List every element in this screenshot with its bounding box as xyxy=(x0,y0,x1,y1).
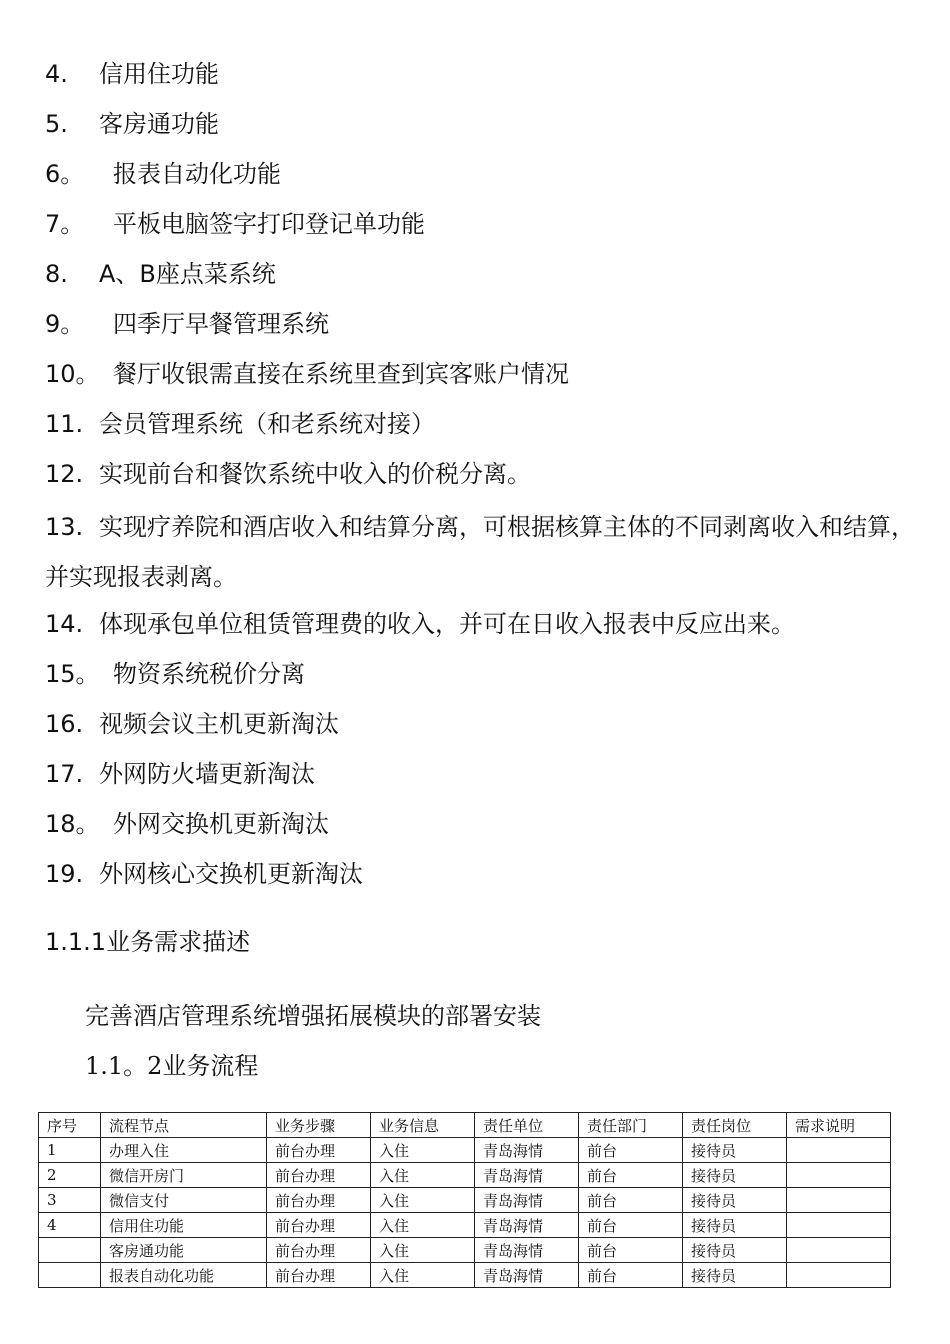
table-cell: 信用住功能 xyxy=(101,1213,267,1238)
header-cell: 责任岗位 xyxy=(683,1113,787,1138)
table-row xyxy=(39,1138,891,1163)
item-text: 信用住功能 xyxy=(99,60,219,88)
table-cell xyxy=(787,1188,891,1213)
table-cell: 客房通功能 xyxy=(101,1238,267,1263)
list-item xyxy=(45,52,915,102)
table-cell: 青岛海情 xyxy=(475,1163,579,1188)
item-number: 19. xyxy=(45,860,84,888)
table-cell: 前台 xyxy=(579,1263,683,1288)
list-item xyxy=(45,652,915,702)
item-number: 17. xyxy=(45,760,84,788)
process-table xyxy=(38,1112,891,1288)
item-number: 11. xyxy=(45,410,84,438)
table-cell: 青岛海情 xyxy=(475,1213,579,1238)
list-item xyxy=(45,252,915,302)
table-cell: 前台 xyxy=(579,1213,683,1238)
item-text: 外网交换机更新淘汰 xyxy=(113,810,329,838)
table-cell: 办理入住 xyxy=(101,1138,267,1163)
list-item xyxy=(45,352,915,402)
table-cell: 2 xyxy=(39,1163,101,1188)
list-item xyxy=(45,152,915,202)
item-text: A、B座点菜系统 xyxy=(99,260,276,288)
item-number: 13. xyxy=(45,513,84,541)
table-cell: 前台办理 xyxy=(267,1163,371,1188)
table-cell: 入住 xyxy=(371,1188,475,1213)
header-cell: 责任部门 xyxy=(579,1113,683,1138)
table-cell: 前台 xyxy=(579,1238,683,1263)
table-cell: 接待员 xyxy=(683,1238,787,1263)
table-cell: 接待员 xyxy=(683,1213,787,1238)
item-text: 物资系统税价分离 xyxy=(113,660,305,688)
table-cell: 青岛海情 xyxy=(475,1138,579,1163)
list-item xyxy=(45,102,915,152)
item-text: 实现前台和餐饮系统中收入的价税分离。 xyxy=(99,460,531,488)
list-item xyxy=(45,752,915,802)
header-cell: 需求说明 xyxy=(787,1113,891,1138)
list-item xyxy=(45,602,915,652)
table-cell: 接待员 xyxy=(683,1263,787,1288)
item-text: 四季厅早餐管理系统 xyxy=(113,310,329,338)
table-row xyxy=(39,1238,891,1263)
table-cell: 前台 xyxy=(579,1188,683,1213)
table-cell: 接待员 xyxy=(683,1163,787,1188)
list-item xyxy=(45,852,915,902)
item-number: 7。 xyxy=(45,210,85,238)
item-text: 餐厅收银需直接在系统里查到宾客账户情况 xyxy=(113,360,569,388)
table-cell: 青岛海情 xyxy=(475,1238,579,1263)
item-text: 外网核心交换机更新淘汰 xyxy=(99,860,363,888)
table-cell: 前台办理 xyxy=(267,1138,371,1163)
table-cell: 前台办理 xyxy=(267,1238,371,1263)
item-text: 平板电脑签字打印登记单功能 xyxy=(113,210,425,238)
list-item xyxy=(45,452,915,502)
table-cell: 入住 xyxy=(371,1263,475,1288)
item-text: 体现承包单位租赁管理费的收入，并可在日收入报表中反应出来。 xyxy=(99,610,795,638)
item-text: 外网防火墙更新淘汰 xyxy=(99,760,315,788)
table-cell xyxy=(39,1263,101,1288)
table-cell: 前台 xyxy=(579,1163,683,1188)
table-cell xyxy=(787,1163,891,1188)
table-cell: 入住 xyxy=(371,1238,475,1263)
table-cell: 青岛海情 xyxy=(475,1188,579,1213)
list-item xyxy=(45,702,915,752)
list-item xyxy=(45,202,915,252)
table-cell: 前台 xyxy=(579,1138,683,1163)
table-cell: 3 xyxy=(39,1188,101,1213)
item-text: 客房通功能 xyxy=(99,110,219,138)
table-cell: 前台办理 xyxy=(267,1213,371,1238)
item-number: 9。 xyxy=(45,310,85,338)
table-row xyxy=(39,1188,891,1213)
table-cell: 入住 xyxy=(371,1163,475,1188)
header-cell: 业务信息 xyxy=(371,1113,475,1138)
table-row xyxy=(39,1263,891,1288)
item-number: 5. xyxy=(45,110,68,138)
table-cell: 前台办理 xyxy=(267,1188,371,1213)
item-number: 12. xyxy=(45,460,84,488)
section-subheading: 1.1。2业务流程 xyxy=(85,1052,259,1080)
item-number: 16. xyxy=(45,710,84,738)
table-cell: 青岛海情 xyxy=(475,1263,579,1288)
list-item xyxy=(45,502,915,602)
table-cell xyxy=(787,1213,891,1238)
item-number: 14. xyxy=(45,610,84,638)
item-number: 6。 xyxy=(45,160,85,188)
item-text: 实现疗养院和酒店收入和结算分离，可根据核算主体的不同剥离收入和结算，并实现报表剥离。 xyxy=(45,513,915,591)
item-number: 8. xyxy=(45,260,68,288)
table-row xyxy=(39,1213,891,1238)
section-description: 完善酒店管理系统增强拓展模块的部署安装 xyxy=(85,1002,541,1030)
item-number: 15。 xyxy=(45,660,100,688)
item-number: 18。 xyxy=(45,810,100,838)
table-cell: 接待员 xyxy=(683,1188,787,1213)
table-cell: 微信支付 xyxy=(101,1188,267,1213)
header-cell: 责任单位 xyxy=(475,1113,579,1138)
header-cell: 业务步骤 xyxy=(267,1113,371,1138)
table-cell: 接待员 xyxy=(683,1138,787,1163)
list-item xyxy=(45,302,915,352)
table-row xyxy=(39,1163,891,1188)
header-cell: 序号 xyxy=(39,1113,101,1138)
item-text: 报表自动化功能 xyxy=(113,160,281,188)
requirement-list xyxy=(45,52,915,902)
table-header-row xyxy=(39,1113,891,1138)
table-cell: 1 xyxy=(39,1138,101,1163)
table-cell: 4 xyxy=(39,1213,101,1238)
table-cell xyxy=(787,1263,891,1288)
table-cell: 入住 xyxy=(371,1138,475,1163)
item-number: 4. xyxy=(45,60,68,88)
list-item xyxy=(45,802,915,852)
table-cell xyxy=(787,1238,891,1263)
item-text: 视频会议主机更新淘汰 xyxy=(99,710,339,738)
list-item xyxy=(45,402,915,452)
table-cell: 微信开房门 xyxy=(101,1163,267,1188)
header-cell: 流程节点 xyxy=(101,1113,267,1138)
item-number: 10。 xyxy=(45,360,100,388)
table-cell xyxy=(39,1238,101,1263)
table-cell: 入住 xyxy=(371,1213,475,1238)
item-text: 会员管理系统（和老系统对接） xyxy=(99,410,435,438)
section-heading: 1.1.1业务需求描述 xyxy=(45,928,251,956)
table-cell: 前台办理 xyxy=(267,1263,371,1288)
table-cell xyxy=(787,1138,891,1163)
table-cell: 报表自动化功能 xyxy=(101,1263,267,1288)
